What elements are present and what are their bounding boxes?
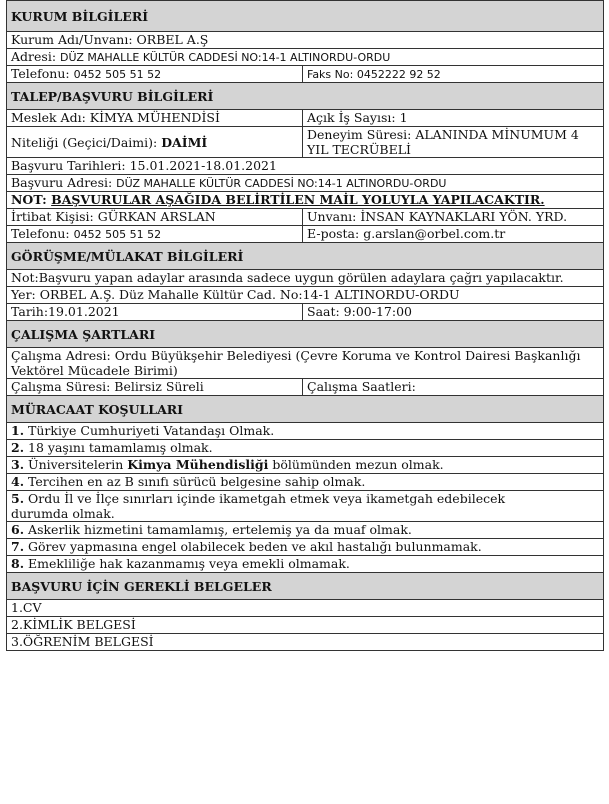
gorusme-not: Not:Başvuru yapan adaylar arasında sadece uygun görülen adaylara çağrı yapılacaktır. [11,270,564,285]
gorusme-saat-cell [303,304,604,321]
section-kurum-header [7,1,604,32]
basvuru-tarih-cell [7,158,604,175]
calisma-adres: Çalışma Adresi: Ordu Büyükşehir Belediyesi (Çevre Koruma ve Kontrol Dairesi Başkanlığı Vektörel Mücadele Birimi) [11,348,581,378]
talep-telefon-cell [7,226,303,243]
section-muracaat-header [7,396,604,423]
meslek-value: KİMYA MÜHENDİSİ [89,110,220,125]
eposta-value[interactable]: g.arslan@orbel.com.tr [363,226,506,241]
item-number: 6. [11,522,25,537]
calisma-saat: Çalışma Saatleri: [307,379,416,394]
document-item-text: 1.CV [11,600,42,615]
field-label: Niteliği (Geçici/Daimi): [11,134,162,150]
job-posting-form [6,0,604,651]
field-label: Meslek Adı: [11,110,90,125]
field-label: Başvuru Adresi: [11,175,117,190]
field-label: E-posta: [307,226,364,241]
field-label: Adresi: [11,49,60,64]
kurum-adi-cell [7,32,604,49]
field-label: Deneyim Süresi: [307,127,416,142]
calisma-saat-cell [303,379,604,396]
list-item [7,474,604,491]
not-text: BAŞVURULAR AŞAĞIDA BELİRTİLEN MAİL YOLUYLA YAPILACAKTIR. [51,192,545,207]
item-text-bold: Kimya Mühendisliği [127,457,269,472]
gorusme-not-cell [7,270,604,287]
basvuru-not-cell [7,192,604,209]
field-label: Telefonu: [11,226,74,241]
calisma-sure-cell [7,379,303,396]
form-sheet [6,0,603,651]
section-gorusme-header [7,243,604,270]
field-label: Telefonu: [11,66,74,81]
item-number: 1. [11,423,25,438]
item-text: Üniversitelerin [24,457,128,472]
item-text: Askerlik hizmetini tamamlamış, ertelemiş ya da muaf olmak. [24,522,412,537]
field-label: Açık İş Sayısı: [307,110,400,125]
kurum-faks-cell [303,66,604,83]
acik-is-value: 1 [399,110,408,125]
field-label: Başvuru Tarihleri: [11,158,130,173]
field-label: Kurum Adı/Unvanı: [11,32,137,47]
item-number: 5. [11,491,25,506]
basvuru-tarih-value: 15.01.2021-18.01.2021 [129,158,277,173]
list-item [7,491,604,522]
item-text: Görev yapmasına engel olabilecek beden ve akıl hastalığı bulunmamak. [24,539,482,554]
list-item [7,522,604,539]
item-text: Türkiye Cumhuriyeti Vatandaşı Olmak. [24,423,275,438]
nitelik-value: DAİMİ [161,134,208,150]
item-number: 4. [11,474,25,489]
section-talep-header [7,83,604,110]
kurum-adres-value: DÜZ MAHALLE KÜLTÜR CADDESİ NO:14-1 ALTINORDU-ORDU [60,51,391,64]
section-title: ÇALIŞMA ŞARTLARI [11,326,156,342]
item-text: 18 yaşını tamamlamış olmak. [24,440,213,455]
gorusme-saat: Saat: 9:00-17:00 [307,304,412,319]
section-calisma-header [7,321,604,348]
talep-telefon-value: 0452 505 51 52 [73,228,162,241]
section-title: GÖRÜŞME/MÜLAKAT BİLGİLERİ [11,248,244,264]
kurum-adres-cell [7,49,604,66]
meslek-cell [7,110,303,127]
section-title: MÜRACAAT KOŞULLARI [11,401,183,417]
eposta-cell [303,226,604,243]
not-prefix: NOT: [11,192,52,207]
item-text: bölümünden mezun olmak. [268,457,444,472]
item-text: Ordu İl ve İlçe sınırları içinde ikametgah etmek veya ikametgah edebilecek durumda olmak. [11,491,506,521]
list-item [7,556,604,573]
unvan-value: İNSAN KAYNAKLARI YÖN. YRD. [360,209,568,224]
calisma-sure: Çalışma Süresi: Belirsiz Süreli [11,379,204,394]
basvuru-adres-cell [7,175,604,192]
section-title: BAŞVURU İÇİN GEREKLİ BELGELER [11,578,272,594]
document-item [7,634,604,651]
list-item [7,539,604,556]
gorusme-yer-cell [7,287,604,304]
item-number: 2. [11,440,25,455]
basvuru-adres-value: DÜZ MAHALLE KÜLTÜR CADDESİ NO:14-1 ALTINORDU-ORDU [116,177,447,190]
gorusme-tarih-cell [7,304,303,321]
field-label: Faks No: [307,68,357,81]
irtibat-value: GÜRKAN ARSLAN [97,209,216,224]
item-number: 3. [11,457,25,472]
deneyim-value: ALANINDA MİNUMUM 4 YIL TECRÜBELİ [307,127,579,157]
item-number: 7. [11,539,25,554]
kurum-faks-value: 0452222 92 52 [356,68,441,81]
gorusme-tarih: Tarih:19.01.2021 [11,304,120,319]
field-label: Unvanı: [307,209,361,224]
document-item [7,617,604,634]
gorusme-yer: Yer: ORBEL A.Ş. Düz Mahalle Kültür Cad. No:14-1 ALTINORDU-ORDU [11,287,460,302]
list-item [7,423,604,440]
list-item [7,457,604,474]
irtibat-cell [7,209,303,226]
calisma-adres-cell [7,348,604,379]
kurum-adi-value: ORBEL A.Ş [136,32,209,47]
section-title: KURUM BİLGİLERİ [11,8,149,24]
acik-is-cell [303,110,604,127]
section-title: TALEP/BAŞVURU BİLGİLERİ [11,88,214,104]
item-text: Tercihen en az B sınıfı sürücü belgesine sahip olmak. [24,474,366,489]
kurum-telefon-value: 0452 505 51 52 [73,68,162,81]
deneyim-cell [303,127,604,158]
kurum-telefon-cell [7,66,303,83]
section-belgeler-header [7,573,604,600]
document-item-text: 2.KİMLİK BELGESİ [11,617,136,632]
item-number: 8. [11,556,25,571]
item-text: Emekliliğe hak kazanmamış veya emekli olmamak. [24,556,350,571]
nitelik-cell [7,127,303,158]
document-item [7,600,604,617]
unvan-cell [303,209,604,226]
field-label: İrtibat Kişisi: [11,209,98,224]
list-item [7,440,604,457]
document-item-text: 3.ÖĞRENİM BELGESİ [11,634,154,649]
